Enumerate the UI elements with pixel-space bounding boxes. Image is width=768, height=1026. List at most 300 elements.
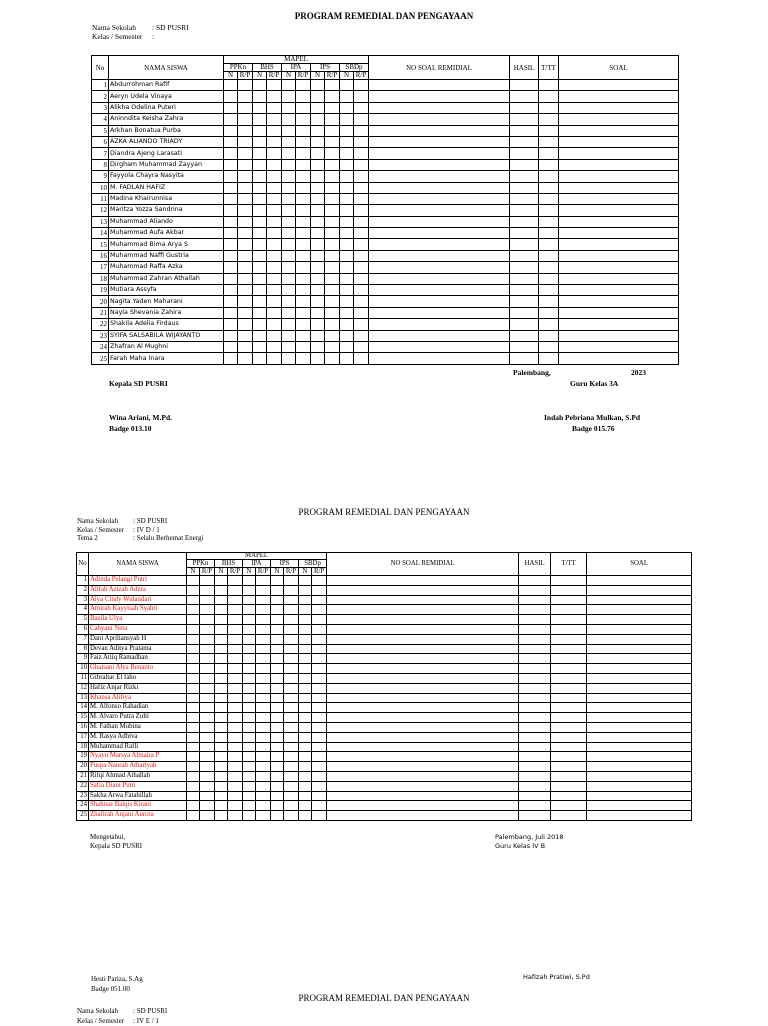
empty-cell[interactable] — [510, 285, 539, 296]
empty-cell[interactable] — [299, 624, 312, 634]
empty-cell[interactable] — [510, 216, 539, 227]
empty-cell[interactable] — [340, 80, 354, 91]
empty-cell[interactable] — [296, 285, 311, 296]
empty-cell[interactable] — [299, 752, 312, 762]
empty-cell[interactable] — [551, 752, 587, 762]
empty-cell[interactable] — [243, 654, 256, 664]
empty-cell[interactable] — [296, 91, 311, 102]
empty-cell[interactable] — [559, 228, 679, 239]
empty-cell[interactable] — [271, 713, 284, 723]
empty-cell[interactable] — [299, 693, 312, 703]
empty-cell[interactable] — [369, 193, 510, 204]
empty-cell[interactable] — [311, 250, 325, 261]
empty-cell[interactable] — [587, 654, 692, 664]
empty-cell[interactable] — [243, 742, 256, 752]
empty-cell[interactable] — [200, 683, 215, 693]
empty-cell[interactable] — [253, 307, 267, 318]
empty-cell[interactable] — [312, 634, 327, 644]
empty-cell[interactable] — [253, 91, 267, 102]
empty-cell[interactable] — [312, 722, 327, 732]
empty-cell[interactable] — [215, 693, 228, 703]
empty-cell[interactable] — [215, 664, 228, 674]
empty-cell[interactable] — [238, 262, 253, 273]
empty-cell[interactable] — [551, 644, 587, 654]
empty-cell[interactable] — [312, 673, 327, 683]
empty-cell[interactable] — [296, 182, 311, 193]
empty-cell[interactable] — [228, 605, 243, 615]
empty-cell[interactable] — [267, 102, 282, 113]
empty-cell[interactable] — [282, 182, 296, 193]
empty-cell[interactable] — [253, 114, 267, 125]
empty-cell[interactable] — [253, 353, 267, 364]
empty-cell[interactable] — [354, 228, 369, 239]
empty-cell[interactable] — [215, 781, 228, 791]
empty-cell[interactable] — [312, 576, 327, 586]
empty-cell[interactable] — [215, 585, 228, 595]
empty-cell[interactable] — [253, 330, 267, 341]
empty-cell[interactable] — [340, 182, 354, 193]
empty-cell[interactable] — [551, 595, 587, 605]
empty-cell[interactable] — [200, 595, 215, 605]
empty-cell[interactable] — [325, 148, 340, 159]
empty-cell[interactable] — [559, 193, 679, 204]
empty-cell[interactable] — [354, 148, 369, 159]
empty-cell[interactable] — [551, 703, 587, 713]
empty-cell[interactable] — [325, 307, 340, 318]
empty-cell[interactable] — [253, 205, 267, 216]
empty-cell[interactable] — [340, 205, 354, 216]
empty-cell[interactable] — [340, 319, 354, 330]
empty-cell[interactable] — [284, 811, 299, 821]
empty-cell[interactable] — [228, 762, 243, 772]
empty-cell[interactable] — [311, 91, 325, 102]
empty-cell[interactable] — [224, 102, 238, 113]
empty-cell[interactable] — [369, 353, 510, 364]
empty-cell[interactable] — [187, 615, 200, 625]
empty-cell[interactable] — [187, 664, 200, 674]
empty-cell[interactable] — [551, 771, 587, 781]
empty-cell[interactable] — [187, 576, 200, 586]
empty-cell[interactable] — [539, 273, 559, 284]
empty-cell[interactable] — [369, 341, 510, 352]
empty-cell[interactable] — [243, 576, 256, 586]
empty-cell[interactable] — [539, 114, 559, 125]
empty-cell[interactable] — [539, 285, 559, 296]
empty-cell[interactable] — [354, 250, 369, 261]
empty-cell[interactable] — [559, 353, 679, 364]
empty-cell[interactable] — [587, 771, 692, 781]
empty-cell[interactable] — [327, 771, 519, 781]
empty-cell[interactable] — [187, 683, 200, 693]
empty-cell[interactable] — [256, 732, 271, 742]
empty-cell[interactable] — [354, 80, 369, 91]
empty-cell[interactable] — [282, 205, 296, 216]
empty-cell[interactable] — [271, 703, 284, 713]
empty-cell[interactable] — [559, 250, 679, 261]
empty-cell[interactable] — [369, 296, 510, 307]
empty-cell[interactable] — [215, 683, 228, 693]
empty-cell[interactable] — [253, 171, 267, 182]
empty-cell[interactable] — [256, 654, 271, 664]
empty-cell[interactable] — [369, 91, 510, 102]
empty-cell[interactable] — [539, 80, 559, 91]
empty-cell[interactable] — [238, 239, 253, 250]
empty-cell[interactable] — [271, 644, 284, 654]
empty-cell[interactable] — [224, 262, 238, 273]
empty-cell[interactable] — [253, 341, 267, 352]
empty-cell[interactable] — [354, 205, 369, 216]
empty-cell[interactable] — [369, 114, 510, 125]
empty-cell[interactable] — [539, 159, 559, 170]
empty-cell[interactable] — [369, 205, 510, 216]
empty-cell[interactable] — [559, 80, 679, 91]
empty-cell[interactable] — [299, 781, 312, 791]
empty-cell[interactable] — [282, 125, 296, 136]
empty-cell[interactable] — [327, 654, 519, 664]
empty-cell[interactable] — [551, 634, 587, 644]
empty-cell[interactable] — [200, 576, 215, 586]
empty-cell[interactable] — [311, 330, 325, 341]
empty-cell[interactable] — [551, 576, 587, 586]
empty-cell[interactable] — [282, 330, 296, 341]
empty-cell[interactable] — [228, 673, 243, 683]
empty-cell[interactable] — [325, 114, 340, 125]
empty-cell[interactable] — [325, 285, 340, 296]
empty-cell[interactable] — [369, 307, 510, 318]
empty-cell[interactable] — [284, 713, 299, 723]
empty-cell[interactable] — [228, 703, 243, 713]
empty-cell[interactable] — [559, 285, 679, 296]
empty-cell[interactable] — [559, 319, 679, 330]
empty-cell[interactable] — [200, 732, 215, 742]
empty-cell[interactable] — [271, 605, 284, 615]
empty-cell[interactable] — [215, 771, 228, 781]
empty-cell[interactable] — [284, 595, 299, 605]
empty-cell[interactable] — [238, 91, 253, 102]
empty-cell[interactable] — [539, 102, 559, 113]
empty-cell[interactable] — [340, 171, 354, 182]
empty-cell[interactable] — [369, 319, 510, 330]
empty-cell[interactable] — [271, 615, 284, 625]
empty-cell[interactable] — [238, 136, 253, 147]
empty-cell[interactable] — [325, 125, 340, 136]
empty-cell[interactable] — [228, 732, 243, 742]
empty-cell[interactable] — [282, 102, 296, 113]
empty-cell[interactable] — [243, 722, 256, 732]
empty-cell[interactable] — [340, 136, 354, 147]
empty-cell[interactable] — [267, 148, 282, 159]
empty-cell[interactable] — [238, 228, 253, 239]
empty-cell[interactable] — [519, 732, 551, 742]
empty-cell[interactable] — [187, 742, 200, 752]
empty-cell[interactable] — [369, 330, 510, 341]
empty-cell[interactable] — [187, 595, 200, 605]
empty-cell[interactable] — [296, 353, 311, 364]
empty-cell[interactable] — [510, 114, 539, 125]
empty-cell[interactable] — [224, 136, 238, 147]
empty-cell[interactable] — [284, 683, 299, 693]
empty-cell[interactable] — [559, 330, 679, 341]
empty-cell[interactable] — [539, 182, 559, 193]
empty-cell[interactable] — [243, 585, 256, 595]
empty-cell[interactable] — [311, 262, 325, 273]
empty-cell[interactable] — [296, 296, 311, 307]
empty-cell[interactable] — [200, 703, 215, 713]
empty-cell[interactable] — [253, 250, 267, 261]
empty-cell[interactable] — [284, 781, 299, 791]
empty-cell[interactable] — [340, 262, 354, 273]
empty-cell[interactable] — [354, 102, 369, 113]
empty-cell[interactable] — [284, 654, 299, 664]
empty-cell[interactable] — [256, 811, 271, 821]
empty-cell[interactable] — [284, 742, 299, 752]
empty-cell[interactable] — [256, 683, 271, 693]
empty-cell[interactable] — [539, 193, 559, 204]
empty-cell[interactable] — [228, 585, 243, 595]
empty-cell[interactable] — [224, 182, 238, 193]
empty-cell[interactable] — [282, 148, 296, 159]
empty-cell[interactable] — [256, 781, 271, 791]
empty-cell[interactable] — [267, 285, 282, 296]
empty-cell[interactable] — [296, 307, 311, 318]
empty-cell[interactable] — [299, 771, 312, 781]
empty-cell[interactable] — [510, 102, 539, 113]
empty-cell[interactable] — [253, 239, 267, 250]
empty-cell[interactable] — [267, 330, 282, 341]
empty-cell[interactable] — [559, 205, 679, 216]
empty-cell[interactable] — [539, 307, 559, 318]
empty-cell[interactable] — [228, 811, 243, 821]
empty-cell[interactable] — [325, 296, 340, 307]
empty-cell[interactable] — [187, 624, 200, 634]
empty-cell[interactable] — [256, 713, 271, 723]
empty-cell[interactable] — [354, 171, 369, 182]
empty-cell[interactable] — [340, 91, 354, 102]
empty-cell[interactable] — [519, 615, 551, 625]
empty-cell[interactable] — [587, 732, 692, 742]
empty-cell[interactable] — [267, 171, 282, 182]
empty-cell[interactable] — [224, 341, 238, 352]
empty-cell[interactable] — [327, 811, 519, 821]
empty-cell[interactable] — [325, 159, 340, 170]
empty-cell[interactable] — [519, 752, 551, 762]
empty-cell[interactable] — [519, 585, 551, 595]
empty-cell[interactable] — [296, 330, 311, 341]
empty-cell[interactable] — [253, 285, 267, 296]
empty-cell[interactable] — [267, 125, 282, 136]
empty-cell[interactable] — [312, 693, 327, 703]
empty-cell[interactable] — [340, 216, 354, 227]
empty-cell[interactable] — [587, 762, 692, 772]
empty-cell[interactable] — [327, 781, 519, 791]
empty-cell[interactable] — [284, 605, 299, 615]
empty-cell[interactable] — [224, 330, 238, 341]
empty-cell[interactable] — [238, 148, 253, 159]
empty-cell[interactable] — [325, 193, 340, 204]
empty-cell[interactable] — [519, 693, 551, 703]
empty-cell[interactable] — [215, 722, 228, 732]
empty-cell[interactable] — [327, 693, 519, 703]
empty-cell[interactable] — [587, 585, 692, 595]
empty-cell[interactable] — [510, 353, 539, 364]
empty-cell[interactable] — [299, 722, 312, 732]
empty-cell[interactable] — [296, 319, 311, 330]
empty-cell[interactable] — [299, 664, 312, 674]
empty-cell[interactable] — [282, 228, 296, 239]
empty-cell[interactable] — [224, 250, 238, 261]
empty-cell[interactable] — [215, 644, 228, 654]
empty-cell[interactable] — [327, 615, 519, 625]
empty-cell[interactable] — [238, 171, 253, 182]
empty-cell[interactable] — [551, 791, 587, 801]
empty-cell[interactable] — [224, 319, 238, 330]
empty-cell[interactable] — [539, 148, 559, 159]
empty-cell[interactable] — [340, 341, 354, 352]
empty-cell[interactable] — [551, 683, 587, 693]
empty-cell[interactable] — [340, 353, 354, 364]
empty-cell[interactable] — [587, 595, 692, 605]
empty-cell[interactable] — [228, 683, 243, 693]
empty-cell[interactable] — [551, 801, 587, 811]
empty-cell[interactable] — [271, 791, 284, 801]
empty-cell[interactable] — [539, 228, 559, 239]
empty-cell[interactable] — [354, 136, 369, 147]
empty-cell[interactable] — [539, 296, 559, 307]
empty-cell[interactable] — [200, 624, 215, 634]
empty-cell[interactable] — [551, 742, 587, 752]
empty-cell[interactable] — [369, 102, 510, 113]
empty-cell[interactable] — [282, 273, 296, 284]
empty-cell[interactable] — [369, 171, 510, 182]
empty-cell[interactable] — [510, 296, 539, 307]
empty-cell[interactable] — [200, 693, 215, 703]
empty-cell[interactable] — [284, 634, 299, 644]
empty-cell[interactable] — [267, 159, 282, 170]
empty-cell[interactable] — [311, 353, 325, 364]
empty-cell[interactable] — [519, 634, 551, 644]
empty-cell[interactable] — [369, 273, 510, 284]
empty-cell[interactable] — [340, 114, 354, 125]
empty-cell[interactable] — [200, 634, 215, 644]
empty-cell[interactable] — [200, 713, 215, 723]
empty-cell[interactable] — [327, 762, 519, 772]
empty-cell[interactable] — [327, 576, 519, 586]
empty-cell[interactable] — [510, 239, 539, 250]
empty-cell[interactable] — [238, 319, 253, 330]
empty-cell[interactable] — [267, 205, 282, 216]
empty-cell[interactable] — [299, 762, 312, 772]
empty-cell[interactable] — [284, 703, 299, 713]
empty-cell[interactable] — [253, 182, 267, 193]
empty-cell[interactable] — [312, 683, 327, 693]
empty-cell[interactable] — [200, 615, 215, 625]
empty-cell[interactable] — [228, 771, 243, 781]
empty-cell[interactable] — [256, 791, 271, 801]
empty-cell[interactable] — [238, 102, 253, 113]
empty-cell[interactable] — [299, 811, 312, 821]
empty-cell[interactable] — [551, 664, 587, 674]
empty-cell[interactable] — [243, 595, 256, 605]
empty-cell[interactable] — [282, 114, 296, 125]
empty-cell[interactable] — [311, 114, 325, 125]
empty-cell[interactable] — [215, 713, 228, 723]
empty-cell[interactable] — [238, 193, 253, 204]
empty-cell[interactable] — [519, 771, 551, 781]
empty-cell[interactable] — [228, 664, 243, 674]
empty-cell[interactable] — [551, 585, 587, 595]
empty-cell[interactable] — [551, 732, 587, 742]
empty-cell[interactable] — [312, 811, 327, 821]
empty-cell[interactable] — [238, 285, 253, 296]
empty-cell[interactable] — [271, 673, 284, 683]
empty-cell[interactable] — [519, 644, 551, 654]
empty-cell[interactable] — [539, 205, 559, 216]
empty-cell[interactable] — [325, 273, 340, 284]
empty-cell[interactable] — [296, 205, 311, 216]
empty-cell[interactable] — [587, 624, 692, 634]
empty-cell[interactable] — [228, 781, 243, 791]
empty-cell[interactable] — [200, 654, 215, 664]
empty-cell[interactable] — [284, 752, 299, 762]
empty-cell[interactable] — [282, 307, 296, 318]
empty-cell[interactable] — [354, 239, 369, 250]
empty-cell[interactable] — [215, 811, 228, 821]
empty-cell[interactable] — [354, 330, 369, 341]
empty-cell[interactable] — [271, 624, 284, 634]
empty-cell[interactable] — [187, 703, 200, 713]
empty-cell[interactable] — [224, 171, 238, 182]
empty-cell[interactable] — [312, 703, 327, 713]
empty-cell[interactable] — [215, 673, 228, 683]
empty-cell[interactable] — [224, 307, 238, 318]
empty-cell[interactable] — [539, 319, 559, 330]
empty-cell[interactable] — [200, 801, 215, 811]
empty-cell[interactable] — [243, 693, 256, 703]
empty-cell[interactable] — [539, 125, 559, 136]
empty-cell[interactable] — [253, 193, 267, 204]
empty-cell[interactable] — [539, 341, 559, 352]
empty-cell[interactable] — [299, 713, 312, 723]
empty-cell[interactable] — [312, 713, 327, 723]
empty-cell[interactable] — [354, 262, 369, 273]
empty-cell[interactable] — [271, 732, 284, 742]
empty-cell[interactable] — [271, 664, 284, 674]
empty-cell[interactable] — [228, 693, 243, 703]
empty-cell[interactable] — [340, 193, 354, 204]
empty-cell[interactable] — [354, 353, 369, 364]
empty-cell[interactable] — [284, 791, 299, 801]
empty-cell[interactable] — [325, 239, 340, 250]
empty-cell[interactable] — [340, 102, 354, 113]
empty-cell[interactable] — [215, 605, 228, 615]
empty-cell[interactable] — [238, 353, 253, 364]
empty-cell[interactable] — [340, 159, 354, 170]
empty-cell[interactable] — [243, 615, 256, 625]
empty-cell[interactable] — [551, 654, 587, 664]
empty-cell[interactable] — [354, 125, 369, 136]
empty-cell[interactable] — [256, 762, 271, 772]
empty-cell[interactable] — [271, 634, 284, 644]
empty-cell[interactable] — [256, 703, 271, 713]
empty-cell[interactable] — [228, 634, 243, 644]
empty-cell[interactable] — [228, 791, 243, 801]
empty-cell[interactable] — [256, 605, 271, 615]
empty-cell[interactable] — [369, 182, 510, 193]
empty-cell[interactable] — [271, 801, 284, 811]
empty-cell[interactable] — [369, 285, 510, 296]
empty-cell[interactable] — [311, 125, 325, 136]
empty-cell[interactable] — [271, 742, 284, 752]
